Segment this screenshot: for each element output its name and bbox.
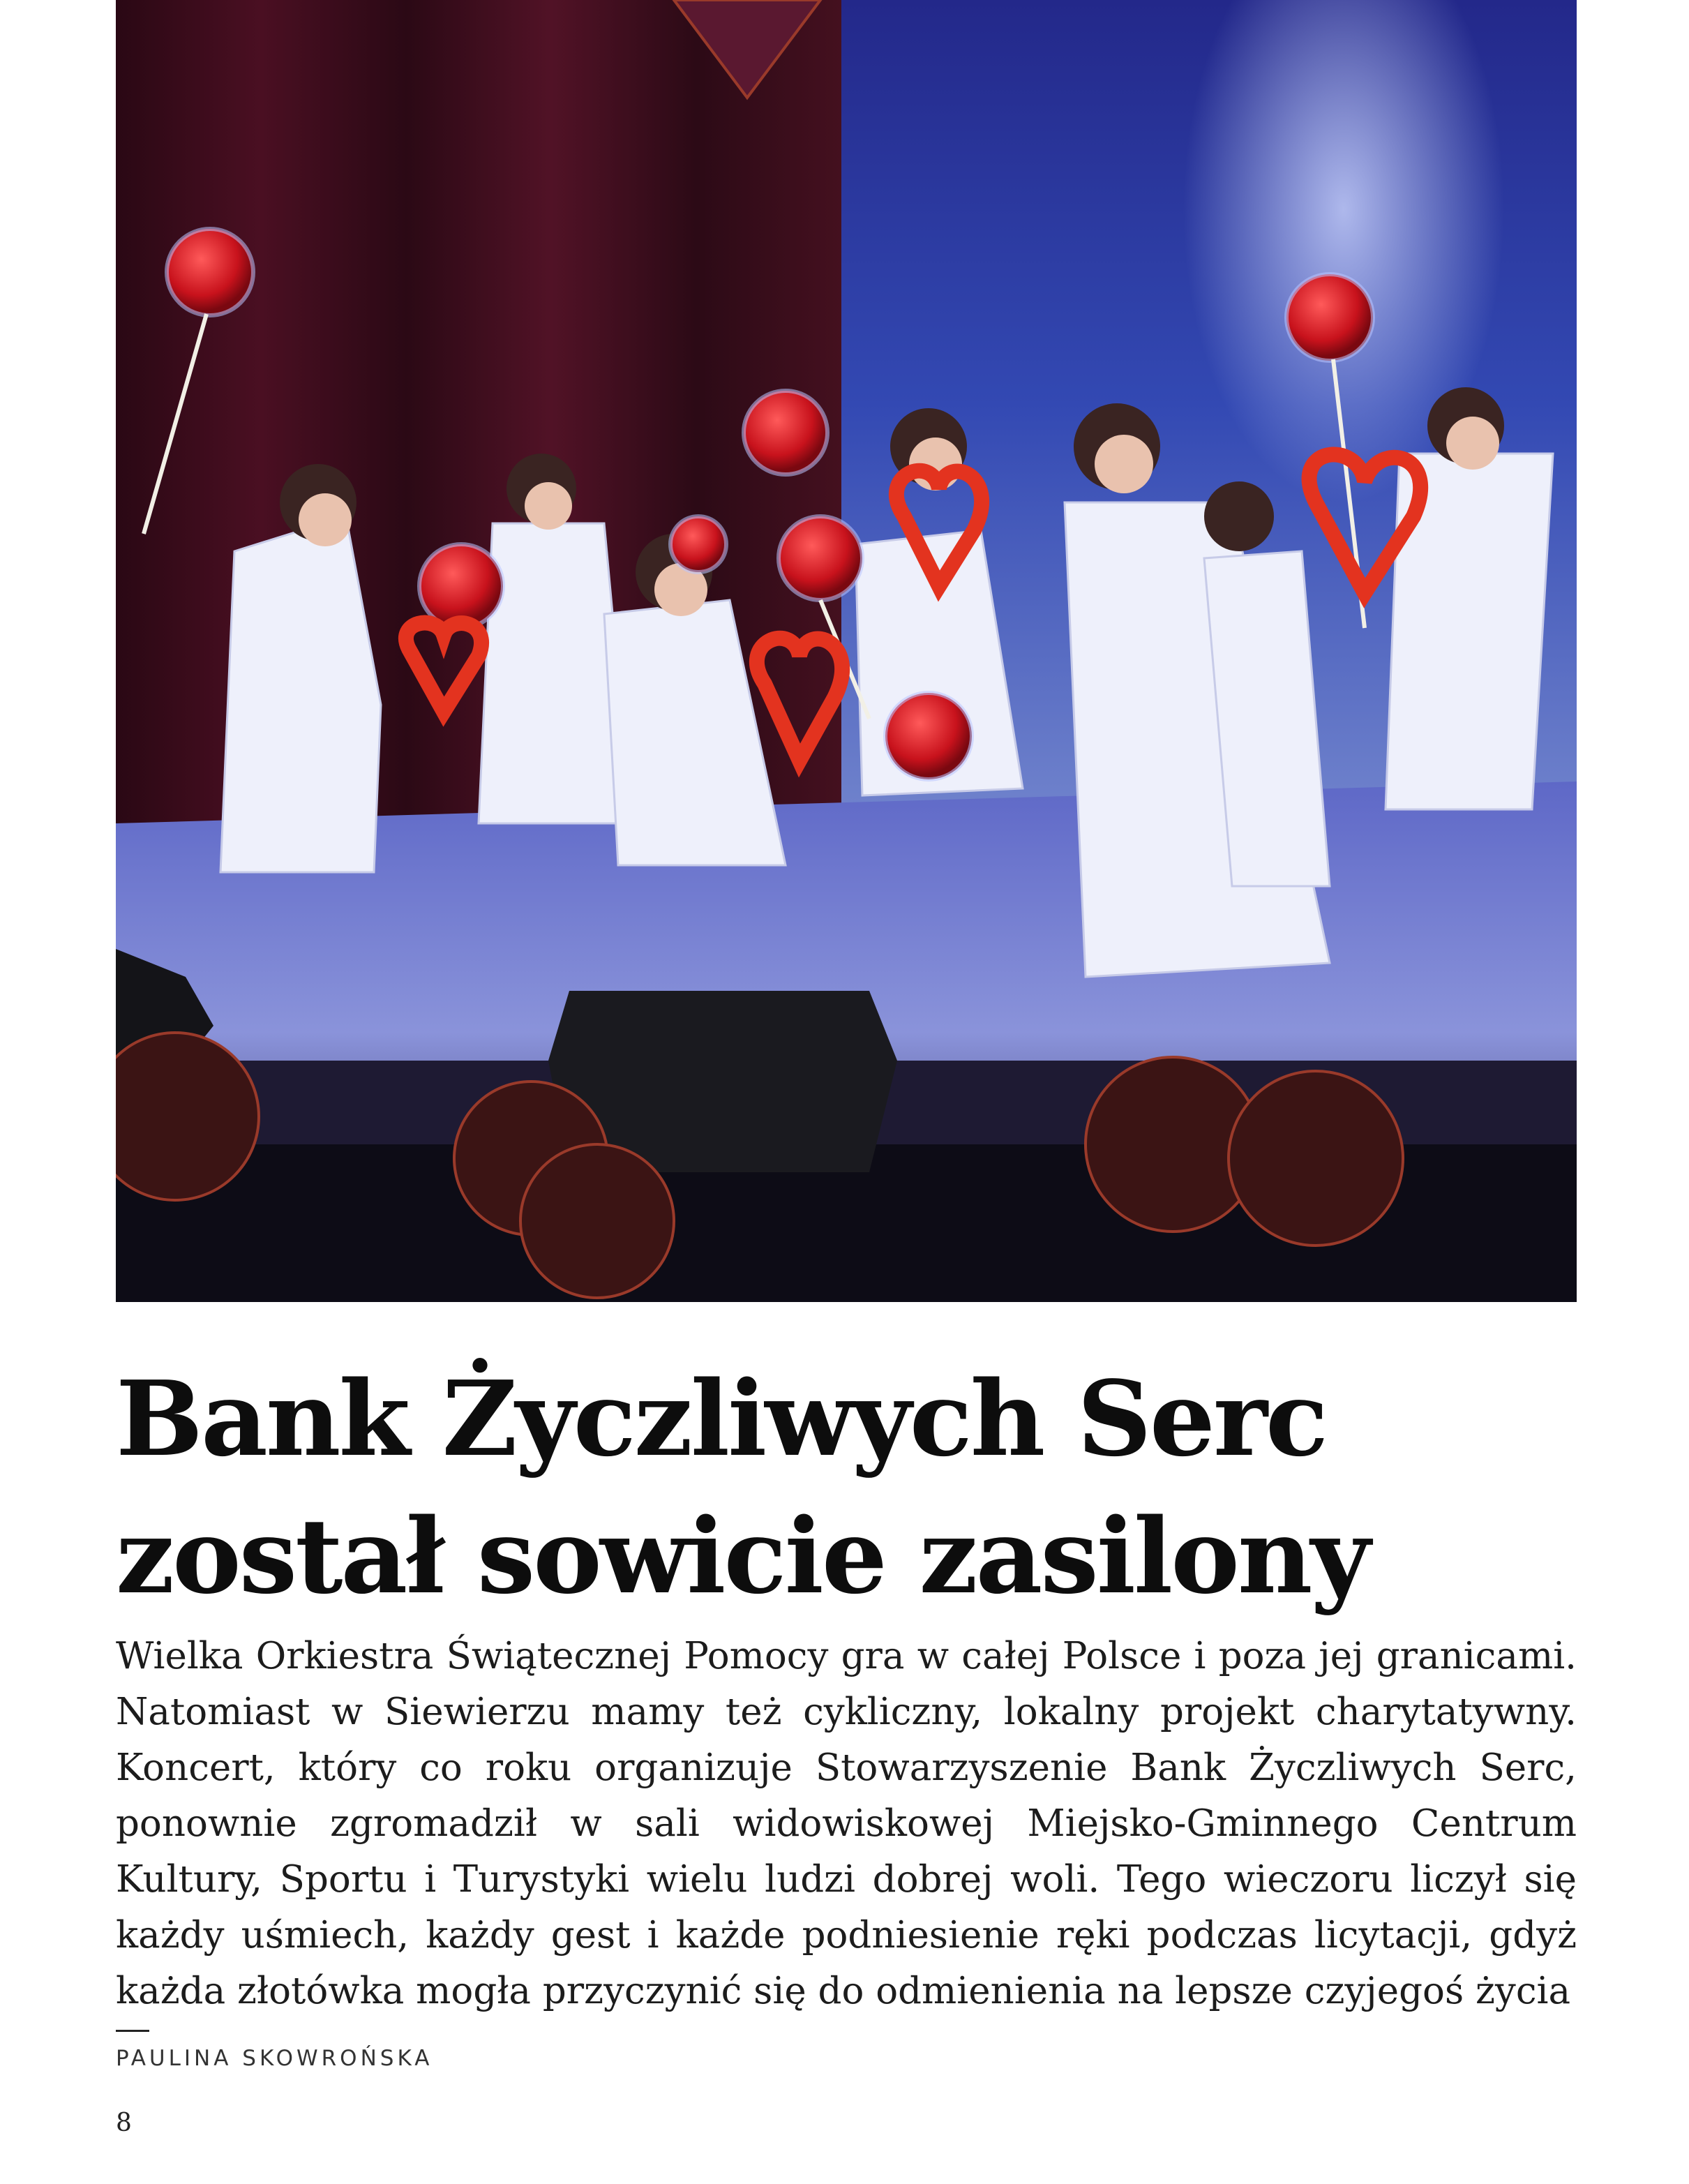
article-title-line-1: Bank Życzliwych Serc — [116, 1358, 1327, 1479]
article-author: PAULINA SKOWROŃSKA — [116, 2046, 433, 2071]
article-photo — [116, 0, 1577, 1302]
stage-illustration — [116, 0, 1577, 1302]
page-number: 8 — [116, 2109, 132, 2137]
article-title — [116, 1350, 1581, 1625]
article-lead: Wielka Orkiestra Świątecznej Pomocy gra w całej Polsce i poza jej granicami. Natomiast w Siewierzu mamy też cykliczny, lokalny projekt charytatywny. Koncert, który co roku organizuje Stowarzyszenie Bank Życzliwych Serc, ponownie zgromadził w sali widowiskowej Miejsko-Gminnego Centrum Kultury, Sportu i Turystyki wielu ludzi dobrej woli. Tego wieczoru liczył się każdy uśmiech, każdy gest i każde podniesienie ręki podczas licytacji, gdyż każda złotówka mogła przyczynić się do odmienienia na lepsze czyjegoś życia — [116, 1635, 1577, 2012]
author-divider — [116, 2030, 149, 2032]
article-title-line-2: został sowicie zasilony — [116, 1495, 1369, 1617]
